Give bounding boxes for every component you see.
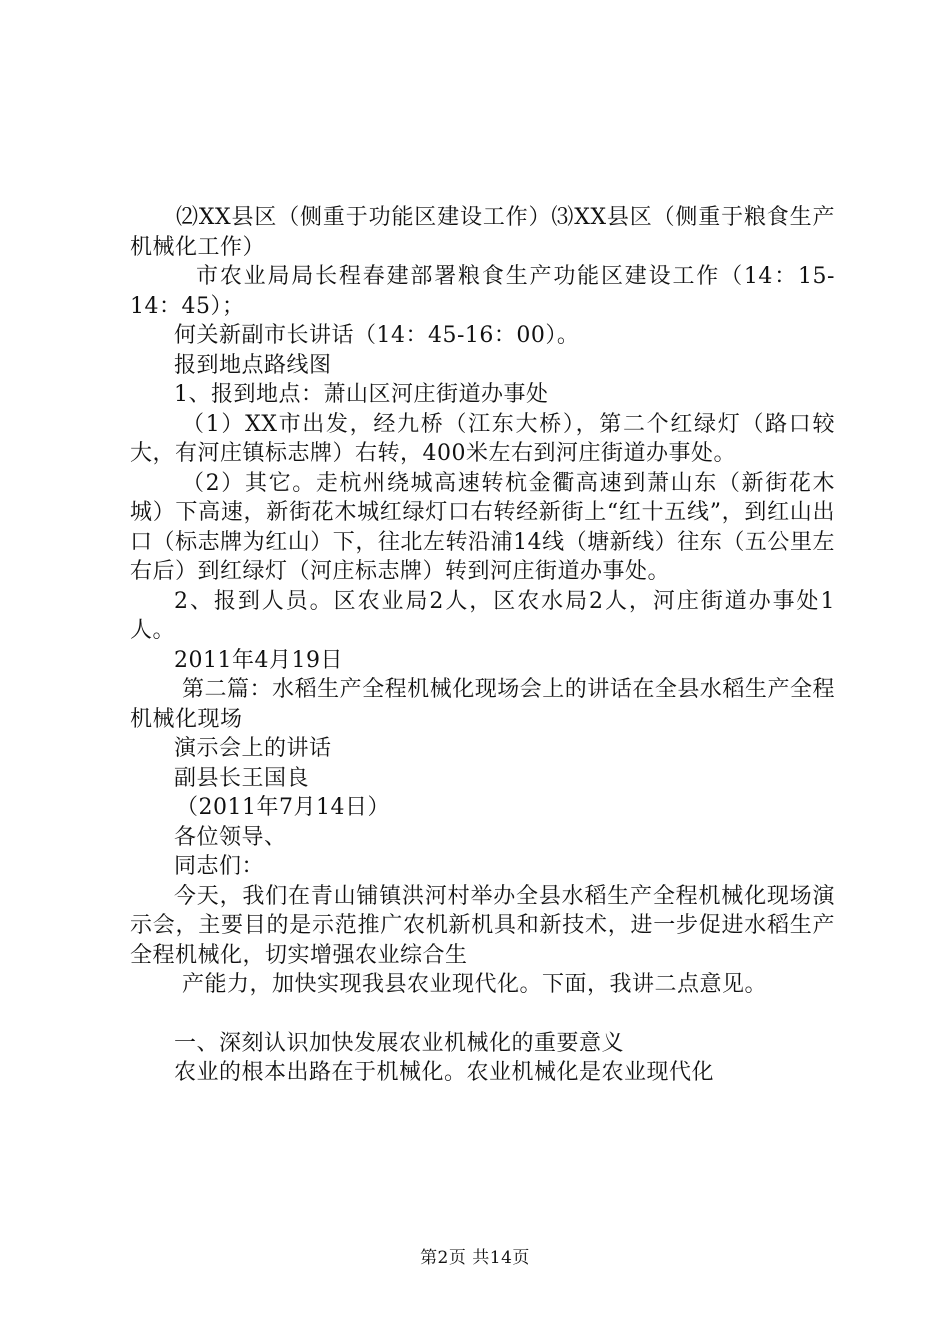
paragraph-spacer: [130, 1000, 835, 1029]
document-body: [130, 203, 835, 1088]
paragraph-vice-mayor-speech: 何关新副市长讲话（14：45-16：00）。: [174, 323, 580, 348]
paragraph-intro: 今天，我们在青山铺镇洪河村举办全县水稻生产全程机械化现场演示会，主要目的是示范推广农机新机具和新技术，进一步促进水稻生产全程机械化，切实增强农业综合生: [130, 883, 835, 968]
paragraph-route-2: （2）其它。走杭州绕城高速转杭金衢高速到萧山东（新街花木城）下高速，新街花木城红绿灯口右转经新街上“红十五线”，到红山出口（标志牌为红山）下，往北左转沿浦14线（塘新线）往东（五公里左右后）到红绿灯（河庄标志牌）转到河庄街道办事处。: [130, 470, 835, 584]
paragraph-report-staff: 2、报到人员。区农业局2人，区农水局2人，河庄街道办事处1人。: [130, 588, 835, 643]
page-footer: 第2页 共14页: [420, 1248, 530, 1268]
paragraph-section-body: 农业的根本出路在于机械化。农业机械化是农业现代化: [174, 1060, 715, 1085]
paragraph-speech-title-cont: 演示会上的讲话: [174, 736, 332, 761]
paragraph-route-heading: 报到地点路线图: [174, 352, 332, 378]
paragraph-bureau-deployment: 市农业局局长程春建部署粮食生产功能区建设工作（14：15-14：45）；: [130, 264, 835, 319]
paragraph-speaker: 副县长王国良: [174, 765, 310, 791]
paragraph-date: 2011年4月19日: [174, 647, 343, 673]
paragraph-intro-cont: 产能力，加快实现我县农业现代化。下面，我讲二点意见。: [182, 972, 768, 997]
paragraph-greeting-1: 各位领导、: [174, 824, 287, 850]
paragraph-second-part-title: 第二篇：水稻生产全程机械化现场会上的讲话在全县水稻生产全程机械化现场: [130, 677, 835, 732]
paragraph-speech-date: （2011年7月14日）: [176, 795, 390, 820]
paragraph-section-heading: 一、深刻认识加快发展农业机械化的重要意义: [174, 1030, 625, 1056]
paragraph-county-topics: ⑵XX县区（侧重于功能区建设工作）⑶XX县区（侧重于粮食生产机械化工作）: [130, 205, 835, 260]
paragraph-route-1: （1）XX市出发，经九桥（江东大桥），第二个红绿灯（路口较大，有河庄镇标志牌）右转，400米左右到河庄街道办事处。: [130, 411, 835, 466]
paragraph-greeting-2: 同志们：: [174, 854, 265, 879]
paragraph-report-location: 1、报到地点：萧山区河庄街道办事处: [174, 382, 549, 407]
